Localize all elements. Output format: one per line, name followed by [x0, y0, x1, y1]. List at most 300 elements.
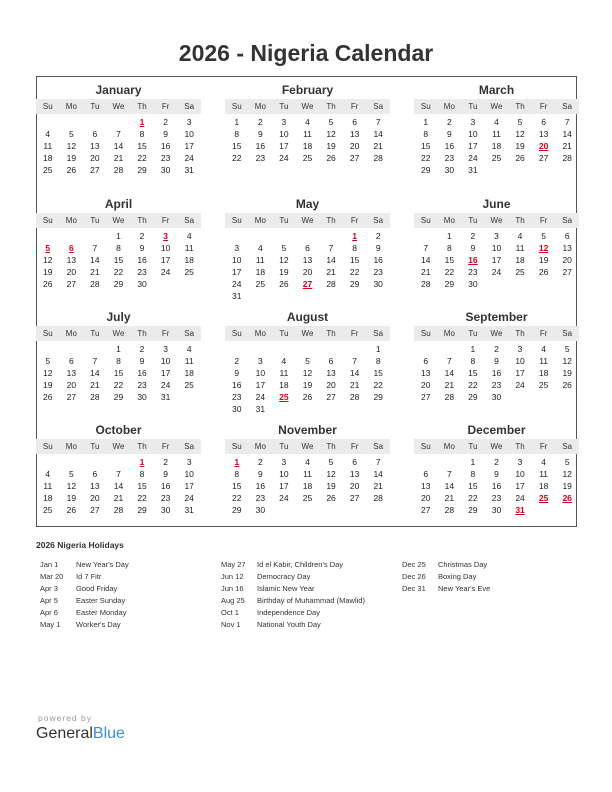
calendar-day: 16: [255, 141, 266, 151]
weekday-label: We: [112, 442, 125, 451]
holiday-date: 1: [139, 117, 145, 127]
calendar-day: 24: [184, 493, 194, 503]
calendar-day: 21: [444, 493, 455, 503]
calendar-day: 6: [564, 231, 570, 241]
calendar-day: 11: [515, 243, 525, 253]
holiday-date: 27: [302, 279, 313, 289]
calendar-day: 18: [43, 153, 53, 163]
calendar-day: 23: [491, 493, 502, 503]
calendar-day: 15: [232, 481, 242, 491]
month-name: May: [295, 197, 320, 211]
calendar-day: 18: [491, 141, 502, 151]
calendar-day: 20: [421, 380, 431, 390]
calendar-day: 15: [113, 255, 124, 265]
month-name: January: [95, 83, 142, 97]
calendar-day: 14: [113, 481, 124, 491]
weekday-label: We: [112, 329, 125, 338]
calendar-day: 6: [423, 356, 429, 366]
weekday-label: Tu: [279, 329, 289, 338]
calendar-day: 7: [423, 243, 429, 253]
calendar-day: 12: [562, 356, 572, 366]
calendar-day: 4: [45, 129, 51, 139]
calendar-day: 6: [92, 469, 98, 479]
calendar-day: 12: [43, 255, 53, 265]
weekday-label: Tu: [468, 102, 478, 111]
calendar-day: 5: [328, 457, 334, 467]
calendar-day: 30: [137, 279, 147, 289]
calendar-day: 23: [444, 153, 455, 163]
calendar-day: 6: [328, 356, 334, 366]
weekday-label: Fr: [350, 442, 359, 451]
month-name: October: [95, 423, 142, 437]
weekday-label: Th: [515, 442, 525, 451]
calendar-day: 19: [538, 255, 549, 265]
weekday-label: Mo: [65, 216, 77, 225]
calendar-day: 13: [349, 469, 360, 479]
calendar-day: 15: [137, 481, 147, 491]
calendar-day: 15: [373, 368, 383, 378]
weekday-label: Fr: [539, 216, 548, 225]
calendar-day: 5: [541, 231, 546, 241]
weekday-label: Sa: [373, 329, 384, 338]
weekday-label: Mo: [254, 442, 266, 451]
calendar-day: 14: [421, 255, 431, 265]
weekday-label: Su: [420, 442, 431, 451]
calendar-day: 17: [468, 141, 478, 151]
weekday-label: Su: [231, 329, 242, 338]
calendar-day: 3: [257, 356, 263, 366]
calendar-day: 20: [66, 380, 77, 390]
calendar-day: 20: [349, 141, 360, 151]
calendar-day: 2: [163, 457, 168, 467]
calendar-day: 23: [491, 380, 502, 390]
calendar-day: 28: [562, 153, 572, 163]
weekday-label: We: [112, 216, 125, 225]
holiday-row-name: Boxing Day: [438, 572, 477, 581]
holiday-row-date: Dec 26: [402, 572, 426, 581]
weekday-label: Fr: [350, 329, 359, 338]
weekday-header: [36, 326, 201, 341]
calendar-day: 24: [515, 380, 525, 390]
brand-logo-blue: Blue: [92, 725, 125, 742]
calendar-day: 18: [538, 481, 549, 491]
weekday-label: Mo: [65, 329, 77, 338]
calendar-day: 19: [326, 481, 336, 491]
powered-by-text: powered by: [38, 713, 92, 723]
calendar-day: 12: [326, 129, 336, 139]
calendar-day: 22: [232, 493, 242, 503]
calendar-day: 8: [116, 356, 121, 366]
calendar-day: 10: [279, 129, 289, 139]
calendar-day: 10: [515, 469, 525, 479]
weekday-label: Sa: [373, 102, 384, 111]
weekday-label: Th: [515, 216, 525, 225]
weekday-header: [225, 326, 390, 341]
calendar-day: 8: [234, 469, 240, 479]
calendar-day: 10: [468, 129, 478, 139]
calendar-day: 15: [137, 141, 147, 151]
weekday-label: Su: [231, 442, 242, 451]
calendar-day: 5: [45, 356, 51, 366]
weekday-label: Fr: [161, 329, 170, 338]
weekday-label: We: [301, 102, 314, 111]
brand-logo-general: General: [36, 725, 93, 742]
calendar-day: 16: [491, 481, 502, 491]
calendar-day: 15: [468, 368, 478, 378]
calendar-day: 22: [421, 153, 431, 163]
calendar-day: 24: [160, 380, 171, 390]
calendar-day: 13: [421, 368, 431, 378]
calendar-day: 13: [90, 141, 100, 151]
calendar-day: 26: [326, 153, 336, 163]
brand-logo[interactable]: [36, 725, 125, 743]
weekday-label: Su: [42, 102, 53, 111]
weekday-label: Sa: [184, 216, 195, 225]
calendar-day: 20: [66, 267, 77, 277]
calendar-day: 26: [562, 380, 572, 390]
calendar-day: 8: [375, 356, 381, 366]
calendar-day: 19: [302, 380, 313, 390]
weekday-label: Th: [326, 216, 336, 225]
calendar-day: 14: [90, 368, 100, 378]
weekday-label: Su: [420, 102, 431, 111]
calendar-day: 20: [90, 153, 100, 163]
calendar-day: 16: [232, 380, 242, 390]
holiday-row-date: Apr 5: [40, 596, 58, 605]
calendar-day: 31: [232, 291, 242, 301]
weekday-label: We: [490, 102, 503, 111]
calendar-day: 26: [43, 392, 53, 402]
calendar-day: 8: [470, 469, 476, 479]
weekday-label: Su: [42, 442, 53, 451]
calendar-day: 23: [255, 493, 266, 503]
holiday-date: 1: [352, 231, 357, 241]
calendar-day: 18: [515, 255, 525, 265]
calendar-day: 13: [302, 255, 313, 265]
holiday-row-date: Jun 16: [221, 584, 244, 593]
calendar-day: 28: [113, 165, 124, 175]
month-name: February: [281, 83, 334, 97]
calendar-day: 28: [90, 279, 100, 289]
calendar-day: 8: [116, 243, 121, 253]
calendar-day: 26: [66, 505, 77, 515]
calendar-day: 4: [541, 344, 546, 354]
calendar-day: 30: [491, 505, 502, 515]
calendar-day: 2: [234, 356, 240, 366]
weekday-header: [36, 99, 201, 114]
calendar-day: 22: [468, 380, 478, 390]
calendar-day: 4: [257, 243, 263, 253]
holiday-row-name: New Year's Day: [76, 560, 129, 569]
calendar-day: 16: [160, 141, 171, 151]
calendar-day: 30: [137, 392, 147, 402]
calendar-day: 5: [281, 243, 287, 253]
weekday-label: We: [490, 442, 503, 451]
calendar-day: 10: [160, 243, 171, 253]
calendar-day: 6: [352, 117, 357, 127]
calendar-day: 28: [421, 279, 431, 289]
calendar-day: 10: [160, 356, 171, 366]
calendar-day: 8: [139, 129, 145, 139]
calendar-day: 11: [255, 255, 265, 265]
calendar-day: 17: [515, 481, 525, 491]
weekday-label: Tu: [279, 102, 289, 111]
calendar-day: 21: [113, 153, 124, 163]
calendar-day: 20: [349, 481, 360, 491]
calendar-day: 29: [468, 392, 478, 402]
weekday-label: Fr: [161, 216, 170, 225]
holiday-row-name: Worker's Day: [76, 620, 121, 629]
calendar-day: 26: [66, 165, 77, 175]
weekday-label: Mo: [254, 102, 266, 111]
weekday-label: Tu: [279, 442, 289, 451]
calendar-day: 31: [468, 165, 478, 175]
calendar-day: 9: [257, 469, 263, 479]
calendar-day: 14: [349, 368, 360, 378]
calendar-day: 29: [373, 392, 383, 402]
weekday-label: Mo: [443, 216, 455, 225]
calendar-day: 28: [444, 392, 455, 402]
calendar-day: 27: [66, 279, 77, 289]
calendar-day: 18: [43, 493, 53, 503]
holiday-row-date: May 1: [40, 620, 61, 629]
calendar-day: 13: [326, 368, 336, 378]
holiday-date: 5: [45, 243, 51, 253]
page-title: 2026 - Nigeria Calendar: [178, 40, 434, 66]
weekday-label: We: [490, 216, 503, 225]
weekday-label: Tu: [90, 102, 100, 111]
calendar-day: 9: [234, 368, 240, 378]
holiday-date: 20: [538, 141, 549, 151]
calendar-day: 21: [373, 141, 383, 151]
calendar-day: 25: [491, 153, 502, 163]
calendar-day: 23: [255, 153, 266, 163]
calendar-day: 24: [255, 392, 266, 402]
calendar-day: 25: [43, 165, 53, 175]
calendar-day: 10: [184, 469, 194, 479]
calendar-day: 27: [349, 153, 360, 163]
calendar-day: 2: [257, 457, 263, 467]
calendar-day: 15: [232, 141, 242, 151]
calendar-day: 30: [373, 279, 383, 289]
holiday-row-name: Easter Sunday: [76, 596, 126, 605]
calendar-day: 1: [470, 457, 476, 467]
weekday-label: Mo: [65, 102, 77, 111]
calendar-day: 24: [491, 267, 502, 277]
calendar-day: 31: [184, 505, 194, 515]
calendar-day: 12: [515, 129, 525, 139]
calendar-day: 7: [446, 469, 452, 479]
calendar-day: 14: [444, 368, 455, 378]
calendar-day: 28: [326, 279, 336, 289]
holiday-row-name: Good Friday: [76, 584, 118, 593]
calendar-day: 1: [116, 231, 121, 241]
calendar-day: 10: [255, 368, 266, 378]
calendar-day: 12: [279, 255, 289, 265]
calendar-day: 27: [66, 392, 77, 402]
weekday-label: Tu: [468, 329, 478, 338]
calendar-day: 8: [234, 129, 240, 139]
holiday-date: 6: [68, 243, 74, 253]
calendar-day: 21: [113, 493, 124, 503]
calendar-day: 23: [160, 153, 171, 163]
calendar-day: 23: [468, 267, 478, 277]
weekday-header: [225, 439, 390, 454]
calendar-day: 7: [92, 356, 98, 366]
calendar-day: 30: [491, 392, 502, 402]
weekday-label: Sa: [373, 442, 384, 451]
calendar-day: 25: [302, 153, 313, 163]
calendar-day: 7: [328, 243, 334, 253]
calendar-day: 8: [352, 243, 357, 253]
holiday-row-date: Nov 1: [221, 620, 241, 629]
month-name: July: [106, 310, 131, 324]
calendar-day: 26: [43, 279, 53, 289]
calendar-day: 9: [375, 243, 381, 253]
weekday-label: Sa: [562, 442, 573, 451]
calendar-day: 10: [515, 356, 525, 366]
calendar-day: 28: [90, 392, 100, 402]
calendar-day: 6: [305, 243, 310, 253]
calendar-day: 22: [444, 267, 455, 277]
calendar-day: 20: [326, 380, 336, 390]
holiday-row-name: Christmas Day: [438, 560, 488, 569]
weekday-label: Su: [231, 216, 242, 225]
calendar-day: 13: [349, 129, 360, 139]
calendar-day: 19: [43, 380, 53, 390]
calendar-day: 31: [255, 404, 266, 414]
calendar-day: 16: [160, 481, 171, 491]
holiday-row-date: Jun 12: [221, 572, 244, 581]
calendar-day: 30: [468, 279, 478, 289]
calendar-day: 5: [305, 356, 310, 366]
calendar-day: 9: [139, 356, 145, 366]
weekday-label: Th: [137, 442, 147, 451]
calendar-day: 18: [538, 368, 549, 378]
weekday-label: Th: [137, 329, 147, 338]
holiday-row-date: Dec 25: [402, 560, 426, 569]
weekday-label: Fr: [539, 102, 548, 111]
calendar-day: 21: [90, 267, 100, 277]
holiday-date: 1: [139, 457, 145, 467]
calendar-day: 16: [373, 255, 383, 265]
calendar-day: 2: [257, 117, 263, 127]
calendar-day: 4: [494, 117, 499, 127]
holiday-row-date: May 27: [221, 560, 246, 569]
calendar-day: 21: [90, 380, 100, 390]
calendar-day: 1: [446, 231, 452, 241]
holiday-date: 31: [515, 505, 525, 515]
weekday-label: Th: [137, 102, 147, 111]
calendar-day: 29: [137, 505, 147, 515]
calendar-day: 17: [232, 267, 242, 277]
calendar-day: 30: [444, 165, 455, 175]
calendar-day: 14: [562, 129, 572, 139]
calendar-day: 9: [163, 129, 168, 139]
calendar-day: 11: [43, 141, 53, 151]
calendar-day: 22: [113, 267, 124, 277]
calendar-day: 13: [66, 368, 77, 378]
calendar-day: 27: [90, 165, 100, 175]
calendar-day: 8: [470, 356, 476, 366]
calendar-day: 6: [352, 457, 357, 467]
calendar-day: 13: [538, 129, 549, 139]
calendar-day: 9: [139, 243, 145, 253]
calendar-day: 28: [373, 153, 383, 163]
calendar-day: 5: [328, 117, 334, 127]
calendar-day: 18: [184, 368, 194, 378]
calendar-day: 22: [232, 153, 242, 163]
calendar-day: 27: [326, 392, 336, 402]
weekday-label: Mo: [254, 329, 266, 338]
calendar-day: 30: [160, 505, 171, 515]
weekday-label: Fr: [350, 102, 359, 111]
weekday-label: Mo: [443, 442, 455, 451]
calendar-day: 4: [305, 457, 310, 467]
calendar-day: 7: [375, 457, 381, 467]
weekday-header: [414, 439, 579, 454]
weekday-label: Sa: [373, 216, 384, 225]
calendar-day: 24: [184, 153, 194, 163]
calendar-day: 6: [68, 356, 74, 366]
calendar-day: 25: [302, 493, 313, 503]
calendar-day: 13: [90, 481, 100, 491]
weekday-label: We: [490, 329, 503, 338]
holiday-date: 25: [279, 392, 289, 402]
weekday-label: Tu: [90, 329, 100, 338]
calendar-day: 7: [446, 356, 452, 366]
weekday-label: We: [301, 329, 314, 338]
calendar-day: 27: [421, 505, 431, 515]
weekday-label: Fr: [539, 442, 548, 451]
calendar-day: 5: [68, 129, 74, 139]
calendar-day: 19: [66, 493, 77, 503]
calendar-day: 10: [491, 243, 502, 253]
weekday-label: Sa: [184, 102, 195, 111]
weekday-label: Fr: [161, 442, 170, 451]
calendar-day: 16: [137, 368, 147, 378]
calendar-day: 21: [326, 267, 336, 277]
calendar-day: 25: [184, 267, 194, 277]
holiday-date: 3: [163, 231, 168, 241]
weekday-label: Sa: [184, 329, 195, 338]
weekday-label: Fr: [539, 329, 548, 338]
calendar-day: 19: [562, 368, 572, 378]
weekday-header: [225, 213, 390, 228]
calendar-day: 19: [326, 141, 336, 151]
calendar-day: 17: [184, 481, 194, 491]
calendar-day: 5: [564, 457, 570, 467]
calendar-day: 12: [302, 368, 313, 378]
calendar-day: 28: [349, 392, 360, 402]
calendar-day: 4: [541, 457, 546, 467]
calendar-day: 27: [349, 493, 360, 503]
calendar-day: 31: [160, 392, 171, 402]
calendar-day: 26: [326, 493, 336, 503]
weekday-header: [414, 213, 579, 228]
calendar-day: 8: [423, 129, 429, 139]
calendar-day: 27: [562, 267, 572, 277]
weekday-label: Sa: [562, 102, 573, 111]
calendar-day: 4: [45, 469, 51, 479]
calendar-day: 9: [470, 243, 476, 253]
weekday-label: Tu: [468, 442, 478, 451]
calendar-day: 22: [137, 493, 147, 503]
calendar-day: 3: [517, 344, 523, 354]
holiday-row-name: Islamic New Year: [257, 584, 315, 593]
calendar-day: 22: [113, 380, 124, 390]
calendar-day: 14: [373, 469, 383, 479]
